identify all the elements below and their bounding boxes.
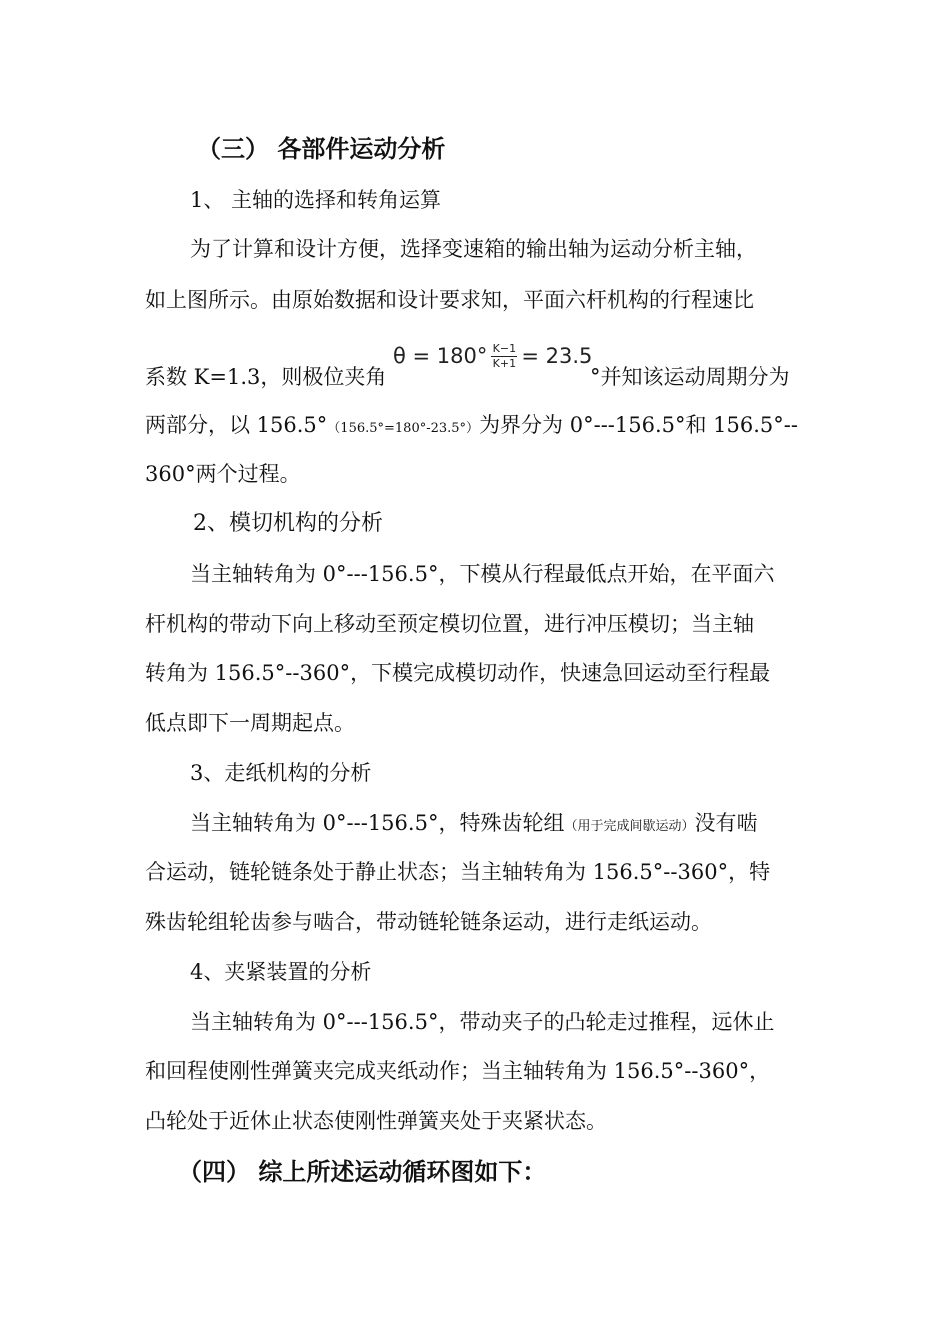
- limit-angle-formula: [393, 338, 592, 374]
- section-3-heading: （三） 各部件运动分析: [197, 135, 446, 163]
- paragraph-line: 殊齿轮组轮齿参与啮合，带动链轮链条运动，进行走纸运动。: [145, 910, 712, 934]
- paragraph-line: 360°两个过程。: [145, 462, 301, 486]
- paragraph-line: 系数 K=1.3，则极位夹角: [145, 365, 387, 389]
- section-4-heading: （四） 综上所述运动循环图如下：: [178, 1158, 547, 1186]
- paragraph-line: 低点即下一周期起点。: [145, 711, 355, 735]
- paragraph-line: 转角为 156.5°--360°，下模完成模切动作，快速急回运动至行程最: [145, 661, 771, 685]
- paragraph-line: 合运动，链轮链条处于静止状态；当主轴转角为 156.5°--360°，特: [145, 860, 771, 884]
- inline-note: （156.5°=180°-23.5°）: [327, 421, 480, 436]
- text-run: 两部分，以 156.5°: [145, 413, 328, 437]
- paragraph-line: 为了计算和设计方便，选择变速箱的输出轴为运动分析主轴，: [190, 237, 757, 261]
- paragraph-line: 凸轮处于近休止状态使刚性弹簧夹处于夹紧状态。: [145, 1109, 607, 1133]
- formula-rhs: = 23.5: [521, 344, 593, 368]
- text-run: 没有啮: [694, 811, 758, 835]
- text-run: 当主轴转角为 0°---156.5°，特殊齿轮组: [190, 811, 565, 835]
- formula-numerator: K−1: [492, 341, 517, 355]
- paragraph-line: 和回程使刚性弹簧夹完成夹纸动作；当主轴转角为 156.5°--360°，: [145, 1059, 771, 1083]
- text-run: 为界分为 0°---156.5°和 156.5°--: [479, 413, 798, 437]
- paragraph-line: 如上图所示。由原始数据和设计要求知，平面六杆机构的行程速比: [145, 288, 754, 312]
- paragraph-line: 杆机构的带动下向上移动至预定模切位置，进行冲压模切；当主轴: [145, 612, 754, 636]
- paragraph-line: 当主轴转角为 0°---156.5°，带动夹子的凸轮走过推程，远休止: [190, 1010, 775, 1034]
- subsection-1-heading: 1、 主轴的选择和转角运算: [190, 188, 442, 212]
- subsection-3-heading: 3、走纸机构的分析: [190, 761, 372, 785]
- subsection-2-heading: 2、模切机构的分析: [193, 511, 383, 536]
- formula-fraction: [491, 343, 517, 370]
- formula-denominator: K+1: [492, 356, 517, 370]
- subsection-4-heading: 4、夹紧装置的分析: [190, 960, 372, 984]
- paragraph-line: °并知该运动周期分为: [590, 365, 790, 389]
- paragraph-line: 当主轴转角为 0°---156.5°，下模从行程最低点开始，在平面六: [190, 562, 775, 586]
- paragraph-line: [190, 808, 757, 842]
- formula-lhs: θ = 180°: [393, 344, 488, 368]
- inline-note: （用于完成间歇运动）: [564, 819, 695, 834]
- paragraph-line: [145, 410, 798, 444]
